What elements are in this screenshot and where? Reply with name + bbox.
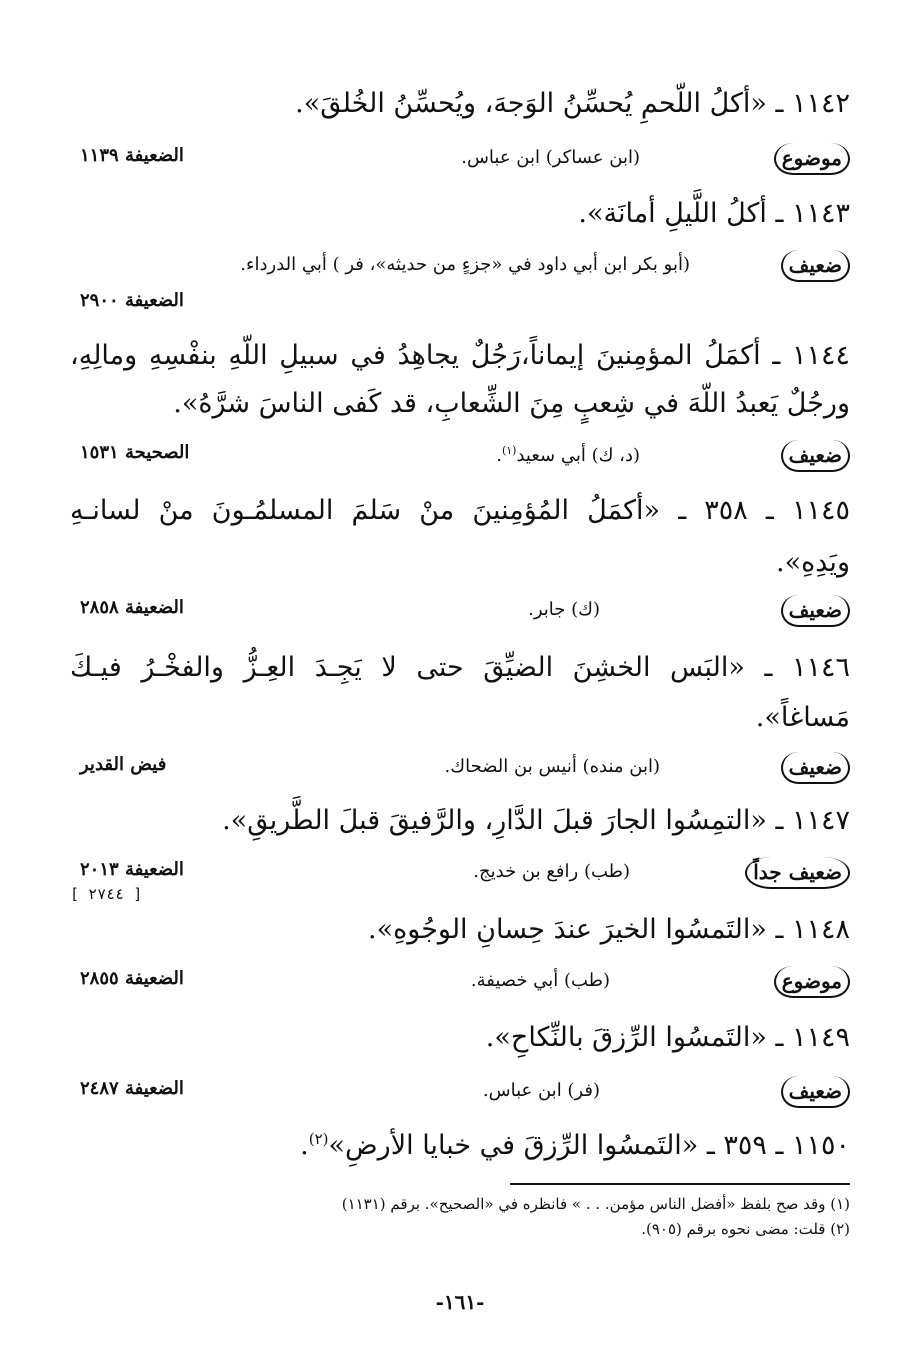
grade-badge: ضعيف جداً (745, 857, 850, 889)
grade-badge: ضعيف (781, 250, 850, 282)
source-citation: (طب) أبي خصيفة. (470, 970, 610, 991)
grade-badge: موضوع (774, 143, 850, 175)
reference-label: الضعيفة ٢٨٥٥ (80, 968, 184, 989)
source-citation: (د، ك) أبي سعيد$^{(١)}$. (496, 444, 640, 466)
hadith-1145-text-line2: ويَدِهِ». (776, 547, 850, 578)
hadith-1149-meta (70, 1076, 850, 1112)
hadith-1145-text-line1: ١١٤٥ ـ ٣٥٨ ـ «أكمَلُ المُؤمِنينَ منْ سَلمَ المسلمُـونَ منْ لسانـهِ (70, 495, 850, 526)
reference-label: الضعيفة ٢٤٨٧ (80, 1078, 184, 1099)
footnote-2: (٢) قلت: مضى نحوه برقم (٩٠٥). (641, 1220, 850, 1238)
grade-badge: ضعيف (781, 752, 850, 784)
source-citation: (طب) رافع بن خديج. (473, 861, 630, 882)
hadith-1143-text: ١١٤٣ ـ أكلُ اللَّيلِ أمانَة». (578, 198, 850, 229)
grade-badge: ضعيف (781, 1076, 850, 1108)
hadith-1144-text-line2: ورجُلٌ يَعبدُ اللّهَ في شِعبٍ مِنَ الشِّعابِ، قد كَفى الناسَ شرَّهُ». (173, 388, 850, 419)
hadith-1148-text: ١١٤٨ ـ «التَمسُوا الخيرَ عندَ حِسانِ الوجُوهِ». (368, 914, 850, 945)
hadith-1148-meta (70, 966, 850, 1002)
handwritten-stamp: [ ٢٧٤٤ ] (70, 885, 143, 903)
grade-badge: ضعيف (781, 440, 850, 472)
grade-badge: موضوع (774, 966, 850, 998)
source-citation: (فر) ابن عباس. (482, 1080, 600, 1101)
hadith-1146-text-line2: مَساغاً». (755, 702, 850, 733)
reference-label: الصحيحة ١٥٣١ (80, 442, 190, 463)
hadith-1146-text-line1: ١١٤٦ ـ «البَس الخشِنَ الضيِّقَ حتى لا يَجِـدَ العِـزُّ والفخْـرُ فيـكَ (70, 652, 850, 683)
footnote-1: (١) وقد صح بلفظ «أفضل الناس مؤمن. . . » فانظره في «الصحيح». برقم (١١٣١) (341, 1195, 850, 1213)
hadith-1149-text: ١١٤٩ ـ «التَمسُوا الرِّزقَ بالنِّكاحِ». (485, 1022, 850, 1053)
footnote-marker: (١) (501, 444, 517, 457)
reference-label: فيض القدير (80, 754, 167, 775)
hadith-1142-text: ١١٤٢ ـ «أكلُ اللّحمِ يُحسِّنُ الوَجهَ، ويُحسِّنُ الخُلقَ». (295, 88, 850, 119)
page-number: -١٦١- (435, 1290, 485, 1314)
hadith-1147-text: ١١٤٧ ـ «التمِسُوا الجارَ قبلَ الدَّارِ، والرَّفيقَ قبلَ الطَّريقِ». (222, 805, 850, 836)
hadith-1144-meta (70, 440, 850, 476)
grade-badge: ضعيف (781, 595, 850, 627)
document-page (70, 0, 850, 1345)
reference-label: الضعيفة ٢٩٠٠ (80, 290, 184, 311)
hadith-1150-text: ١١٥٠ ـ ٣٥٩ ـ «التَمسُوا الرِّزقَ في خبايا الأرضِ»$^{(٢)}$. (300, 1130, 850, 1161)
hadith-1142-meta (70, 143, 850, 179)
footnote-marker: (٢) (308, 1130, 329, 1148)
source-citation: (ابن عساكر) ابن عباس. (461, 147, 640, 168)
hadith-1145-meta (70, 595, 850, 631)
hadith-1146-meta (70, 752, 850, 788)
source-citation: (ابن منده) أنيس بن الضحاك. (444, 756, 660, 777)
hadith-1144-text-line1: ١١٤٤ ـ أكمَلُ المؤمِنينَ إيماناً،رَجُلٌ يجاهِدُ في سبيلِ اللّهِ بنفْسِهِ ومالِهِ، (70, 340, 850, 371)
reference-label: الضعيفة ٢٠١٣ (80, 859, 184, 880)
hadith-1143-meta (70, 250, 850, 286)
hadith-1147-meta (70, 857, 850, 913)
source-citation: (ك) جابر. (528, 599, 600, 620)
reference-label: الضعيفة ٢٨٥٨ (80, 597, 184, 618)
source-citation: (أبو بكر ابن أبي داود في «جزءٍ من حديثه»، فر ) أبي الدرداء. (240, 254, 690, 275)
footnote-divider (510, 1183, 850, 1185)
hadith-1143-ref-row (70, 288, 850, 314)
reference-label: الضعيفة ١١٣٩ (80, 145, 184, 166)
